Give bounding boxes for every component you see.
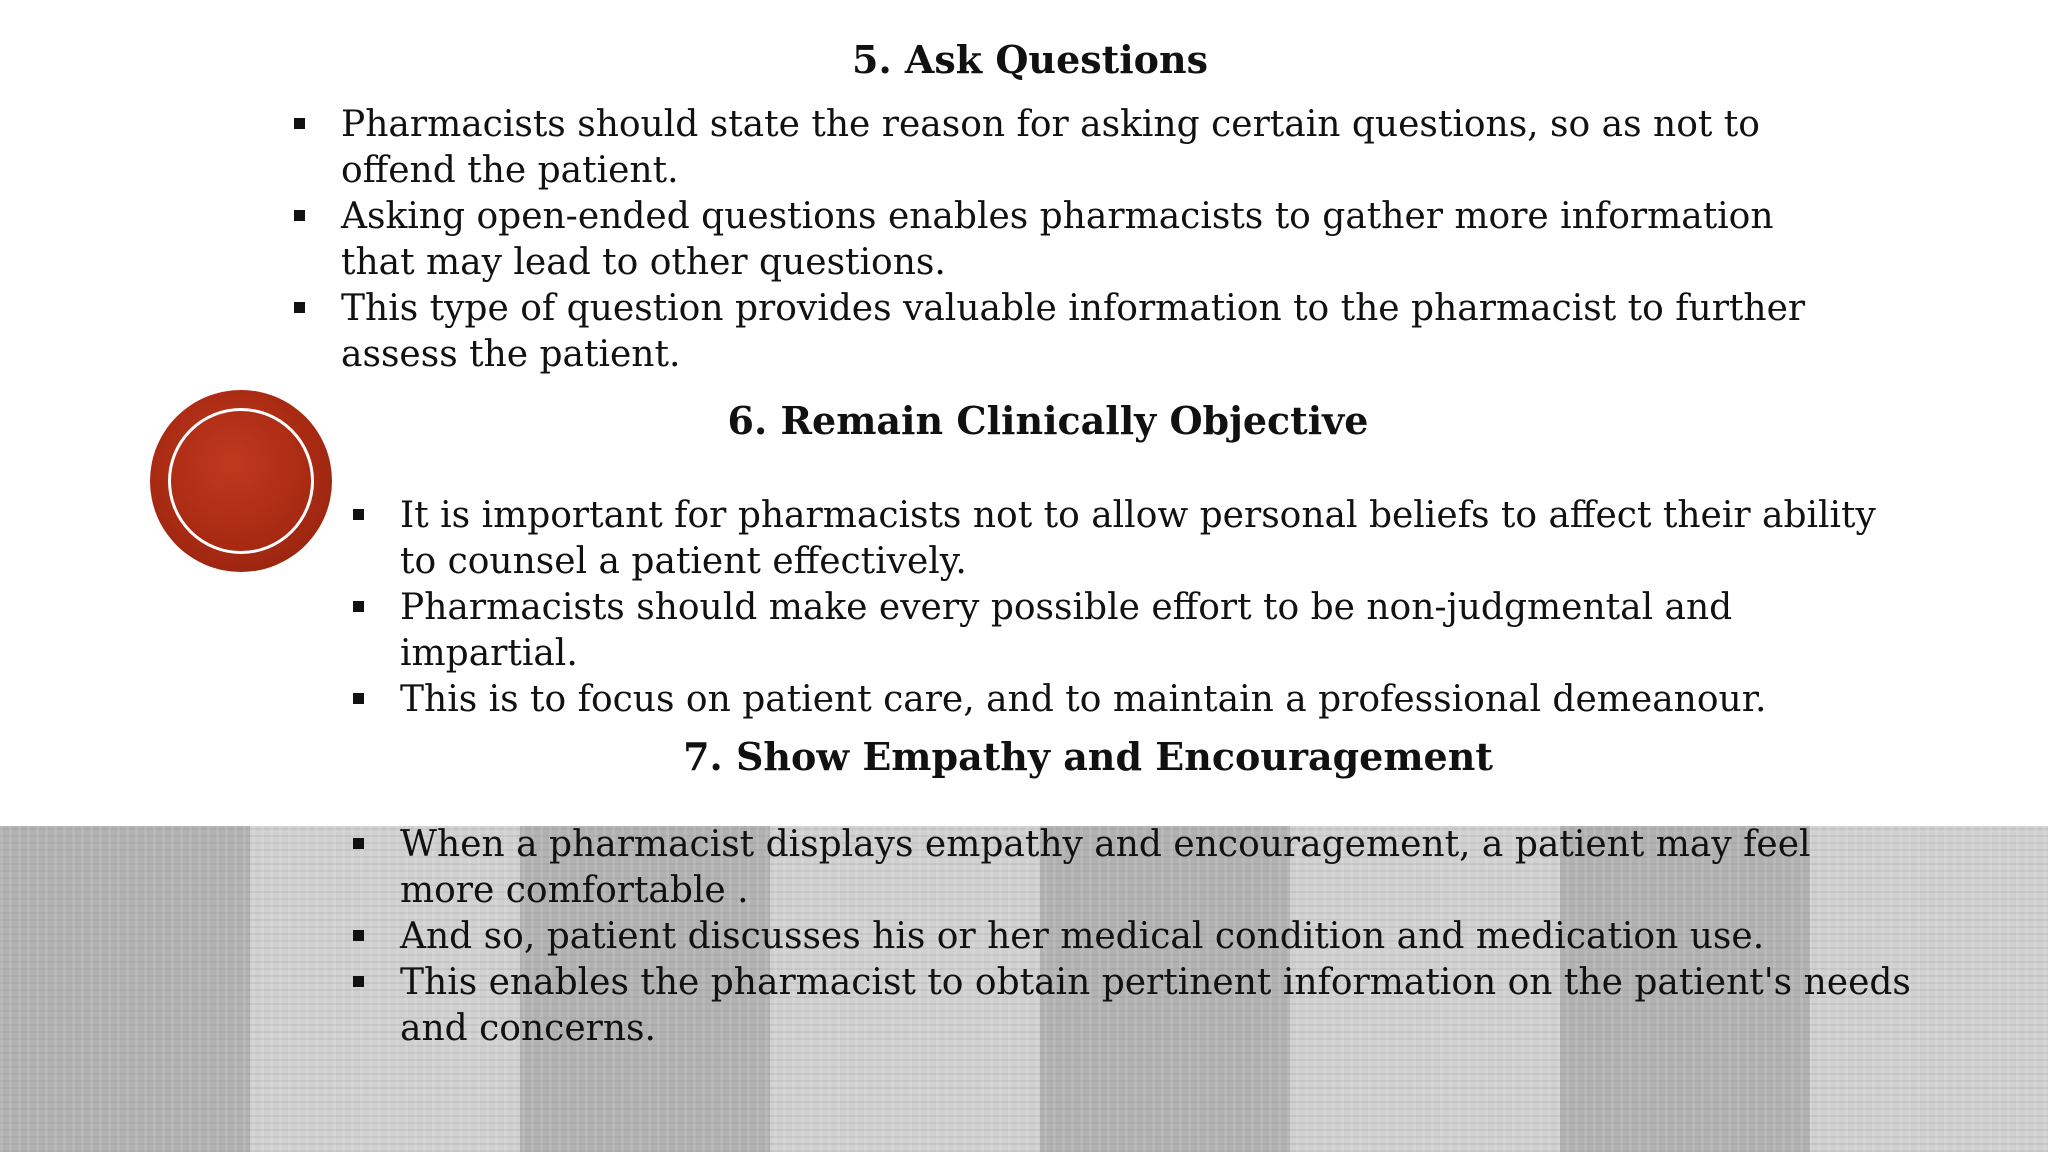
bullet-square-icon bbox=[294, 302, 305, 313]
bullet-square-icon bbox=[353, 976, 364, 987]
section-7-title: 7. Show Empathy and Encouragement bbox=[683, 734, 1493, 779]
bullet-text: Asking open-ended questions enables pharmacists to gather more information that may lead to other questions. bbox=[341, 196, 1774, 283]
bullet-text: Pharmacists should state the reason for asking certain questions, so as not to offend the patient. bbox=[341, 104, 1760, 191]
bullet-text: Pharmacists should make every possible effort to be non-judgmental and impartial. bbox=[400, 587, 1733, 674]
section-6-bullet-list bbox=[353, 493, 1913, 723]
bullet-square-icon bbox=[353, 838, 364, 849]
bullet-square-icon bbox=[353, 930, 364, 941]
bullet-text: This type of question provides valuable information to the pharmacist to further assess the patient. bbox=[341, 288, 1806, 375]
bullet-text: This enables the pharmacist to obtain pertinent information on the patient's needs and concerns. bbox=[400, 962, 1911, 1049]
section-5-bullet-item bbox=[294, 286, 1854, 378]
section-7-bullet-item bbox=[353, 960, 1913, 1052]
decorative-circle bbox=[150, 390, 332, 572]
bullet-text: When a pharmacist displays empathy and encouragement, a patient may feel more comfortable . bbox=[400, 824, 1811, 911]
bullet-text: It is important for pharmacists not to allow personal beliefs to affect their ability to counsel a patient effectively. bbox=[400, 495, 1876, 582]
section-7-bullet-list bbox=[353, 822, 1913, 1052]
section-5-bullet-list bbox=[294, 102, 1854, 378]
bullet-text: And so, patient discusses his or her medical condition and medication use. bbox=[400, 916, 1765, 957]
section-6-bullet-item bbox=[353, 585, 1913, 677]
bullet-square-icon bbox=[353, 601, 364, 612]
section-5-bullet-item bbox=[294, 102, 1854, 194]
section-6-bullet-item bbox=[353, 493, 1913, 585]
section-7-bullet-item bbox=[353, 914, 1913, 960]
section-5-title: 5. Ask Questions bbox=[852, 37, 1208, 82]
section-5-bullet-item bbox=[294, 194, 1854, 286]
bullet-square-icon bbox=[353, 693, 364, 704]
section-6-title: 6. Remain Clinically Objective bbox=[727, 398, 1369, 443]
bullet-square-icon bbox=[294, 210, 305, 221]
section-7-bullet-item bbox=[353, 822, 1913, 914]
section-6-bullet-item bbox=[353, 677, 1913, 723]
bullet-text: This is to focus on patient care, and to maintain a professional demeanour. bbox=[400, 679, 1767, 720]
bullet-square-icon bbox=[353, 509, 364, 520]
bullet-square-icon bbox=[294, 118, 305, 129]
decorative-circle-ring bbox=[168, 408, 314, 554]
